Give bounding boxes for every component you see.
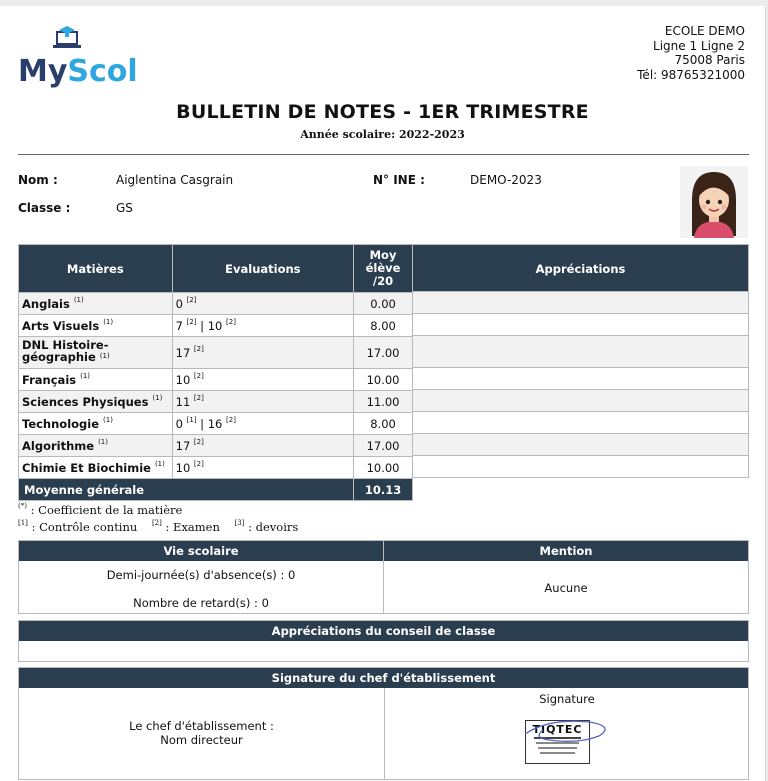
school-phone: Tél: 98765321000 [637, 67, 745, 82]
evaluations-cell [172, 293, 353, 315]
grades-table [18, 244, 413, 501]
evaluation-type: [2] [193, 371, 204, 380]
grade-row [19, 337, 413, 369]
evaluation-type: [2] [186, 317, 197, 326]
evaluations-cell [172, 369, 353, 391]
appreciation-cell [412, 412, 749, 434]
legend-types [18, 520, 298, 534]
signature-label: Signature [539, 692, 595, 706]
report-title: BULLETIN DE NOTES - 1ER TRIMESTRE [176, 101, 589, 123]
conseil-box [18, 620, 749, 662]
evaluation-grade: 7 [175, 318, 183, 333]
subject-average: 17.00 [354, 337, 413, 369]
subject-average: 10.00 [354, 457, 413, 479]
evaluation-type: [2] [193, 393, 204, 402]
school-address: Ligne 1 Ligne 2 [653, 38, 745, 53]
appreciation-cell [412, 390, 749, 412]
evaluations-cell [172, 337, 353, 369]
student-name: Aiglentina Casgrain [116, 173, 234, 187]
legend-mark-2: [2] [151, 519, 162, 527]
subject-coef: (1) [98, 437, 108, 446]
appreciations-column [412, 244, 749, 478]
general-average-label: Moyenne générale [19, 479, 354, 501]
evaluation-type: [1] [186, 415, 197, 424]
grades-header-row [19, 245, 413, 293]
myscol-logo [18, 24, 138, 94]
ine-label: N° INE : [373, 173, 425, 187]
grade-row [19, 369, 413, 391]
school-name: ECOLE DEMO [664, 24, 745, 38]
mention-box [383, 540, 749, 614]
absences-text: Demi-journée(s) d'absence(s) : 0 [106, 568, 296, 582]
subject-cell [19, 435, 173, 457]
classe-label: Classe : [18, 201, 71, 215]
appreciation-cell [412, 292, 749, 314]
appreciations-header: Appréciations [412, 244, 749, 292]
student-ine: DEMO-2023 [470, 173, 542, 187]
legend-text-2: : Examen [161, 520, 220, 534]
subject-average: 8.00 [354, 413, 413, 435]
legend-text-1: : Contrôle continu [27, 520, 138, 534]
grade-row [19, 391, 413, 413]
moyenne-header-line1: Moy [369, 248, 397, 262]
laptop-graduation-icon [52, 24, 82, 52]
subject-average: 10.00 [354, 369, 413, 391]
subject-coef: (1) [103, 317, 114, 326]
legend-mark-1: [1] [18, 519, 28, 527]
subject-cell [19, 391, 173, 413]
evaluation-grade: 0 [175, 416, 183, 431]
evaluation-type: [2] [193, 344, 204, 353]
evaluation-type: [2] [193, 459, 204, 468]
header-divider [18, 154, 749, 155]
stamp-name: TIQTEC [532, 723, 583, 736]
subject-name: Sciences Physiques [22, 394, 149, 409]
student-avatar-icon [680, 166, 748, 238]
school-info [637, 24, 745, 82]
student-photo [680, 166, 748, 238]
moyenne-header [354, 245, 413, 293]
subject-cell [19, 293, 173, 315]
evaluation-grade: 11 [175, 394, 191, 409]
grade-row [19, 435, 413, 457]
subject-coef: (1) [73, 295, 84, 304]
appreciation-cell [412, 456, 749, 478]
general-average-row [19, 479, 413, 501]
school-year: Année scolaire: 2022-2023 [300, 128, 465, 141]
subject-name: Français [22, 372, 77, 387]
evaluation-type: [2] [226, 415, 236, 424]
subject-cell [19, 413, 173, 435]
signature-box [18, 667, 749, 780]
moyenne-header-line3: /20 [372, 274, 394, 288]
subject-coef: (1) [99, 352, 110, 360]
evaluation-type: [2] [186, 295, 197, 304]
school-city: 75008 Paris [674, 53, 745, 67]
evaluation-grade: 10 [175, 460, 191, 475]
subject-average: 0.00 [354, 293, 413, 315]
appreciation-cell [412, 336, 749, 368]
legend-coef-text: : Coefficient de la matière [26, 503, 183, 517]
subject-name: DNL Histoire-géographie [22, 338, 109, 364]
legend-text-3: : devoirs [244, 520, 299, 534]
evaluations-cell: 7 [2] | 10 [2] [172, 315, 353, 337]
evaluation-type: [2] [226, 317, 236, 326]
evaluation-grade: 17 [175, 345, 191, 360]
appreciation-cell [412, 368, 749, 390]
subject-coef: (1) [152, 393, 163, 402]
subject-name: Algorithme [22, 438, 95, 453]
signature-scribble [519, 714, 619, 754]
evaluation-grade: 10 [175, 372, 191, 387]
subject-cell [19, 337, 173, 369]
appreciation-cell [412, 314, 749, 336]
nom-label: Nom : [18, 173, 58, 187]
legend-mark-3: [3] [234, 519, 245, 527]
subject-average: 8.00 [354, 315, 413, 337]
chef-line-1: Le chef d'établissement : [129, 719, 274, 733]
evaluations-cell [172, 457, 353, 479]
logo-text-scol: Scol [67, 54, 138, 89]
conseil-header: Appréciations du conseil de classe [19, 621, 748, 641]
chef-info [19, 719, 384, 747]
student-class: GS [116, 201, 133, 215]
subject-average: 11.00 [354, 391, 413, 413]
chef-line-2: Nom directeur [160, 733, 243, 747]
logo-text-my: My [18, 54, 68, 89]
vie-scolaire-header: Vie scolaire [19, 541, 383, 561]
signature-header: Signature du chef d'établissement [19, 668, 748, 688]
legend-coef [18, 503, 182, 517]
evaluations-cell: 0 [1] | 16 [2] [172, 413, 353, 435]
evaluation-grade: 17 [175, 438, 191, 453]
subject-coef: (1) [154, 459, 165, 468]
subject-name: Technologie [22, 416, 100, 431]
subject-cell [19, 457, 173, 479]
legend-coef-mark: (*) [18, 502, 27, 510]
subject-name: Anglais [22, 296, 70, 311]
evaluation-grade: 16 [207, 416, 223, 431]
retards-text: Nombre de retard(s) : 0 [133, 596, 269, 610]
matieres-header: Matières [19, 245, 173, 293]
report-card-page [0, 6, 766, 781]
evaluation-grade: 0 [175, 296, 183, 311]
general-average-value: 10.13 [354, 479, 413, 501]
evaluations-cell [172, 435, 353, 457]
subject-cell [19, 315, 173, 337]
grade-row [19, 315, 413, 337]
subject-name: Chimie Et Biochimie [22, 460, 151, 475]
mention-value: Aucune [544, 581, 588, 595]
evaluations-header: Evaluations [172, 245, 353, 293]
vie-scolaire-box [18, 540, 384, 614]
subject-coef: (1) [80, 371, 91, 380]
grade-row [19, 457, 413, 479]
moyenne-header-line2: élève [365, 261, 401, 275]
evaluation-type: [2] [193, 437, 204, 446]
appreciation-cell [412, 434, 749, 456]
grade-row [19, 413, 413, 435]
subject-average: 17.00 [354, 435, 413, 457]
evaluations-cell [172, 391, 353, 413]
subject-coef: (1) [103, 415, 113, 424]
evaluation-grade: 10 [207, 318, 223, 333]
subject-cell [19, 369, 173, 391]
mention-header: Mention [384, 541, 748, 561]
grade-row [19, 293, 413, 315]
subject-name: Arts Visuels [22, 318, 100, 333]
